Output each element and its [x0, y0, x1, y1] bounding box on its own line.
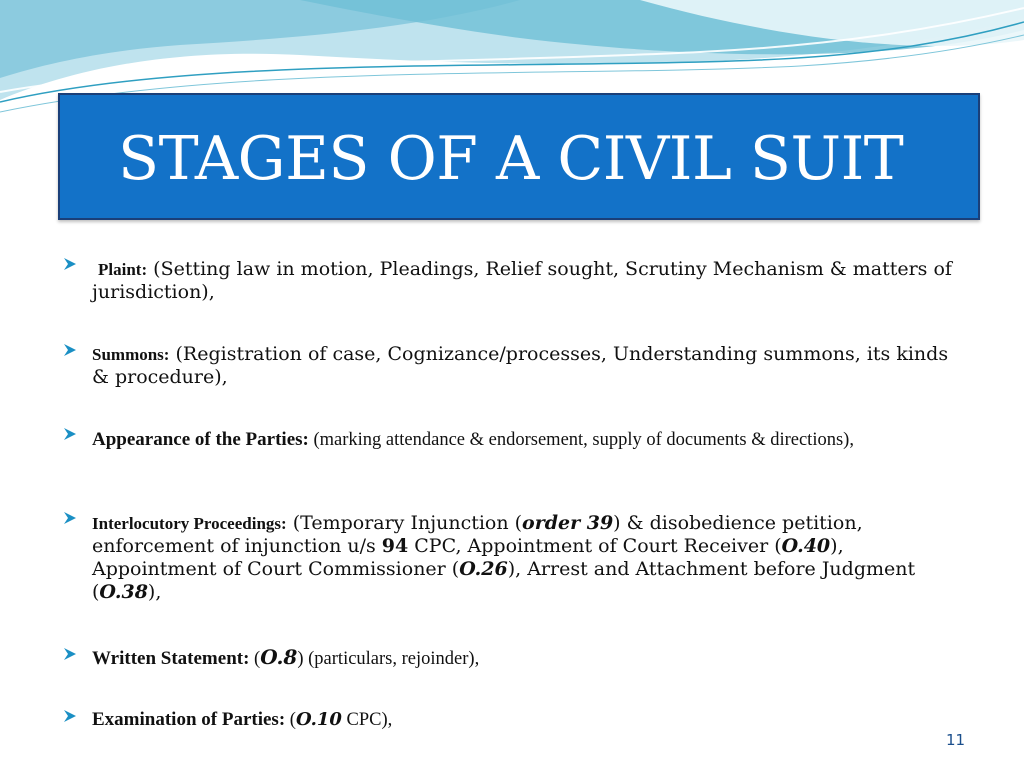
arrow-bullet-icon	[62, 708, 78, 724]
arrow-bullet-icon	[62, 256, 78, 272]
item-label: Examination of Parties:	[92, 709, 286, 730]
item-label: Written Statement:	[92, 648, 250, 669]
item-body-part: CPC, Appointment of Court Receiver (	[408, 535, 782, 557]
item-body: (marking attendance & endorsement, supply of documents & directions),	[313, 430, 854, 450]
item-body-part: CPC),	[341, 710, 393, 730]
item-body-part: ) (particulars, rejoinder),	[297, 649, 480, 669]
arrow-bullet-icon	[62, 646, 78, 662]
item-label: Summons:	[92, 345, 170, 364]
item-body-part: (	[289, 710, 296, 730]
slide-title: STAGES OF A CIVIL SUIT	[118, 124, 904, 194]
item-body-part: ) & disobedience petition, enforcement of injunction u/s	[92, 512, 863, 557]
item-body-part: ),	[147, 581, 162, 603]
item-label: Interlocutory Proceedings:	[92, 514, 287, 533]
item-body-part: ), Appointment of Court Commissioner (	[92, 535, 844, 580]
order-reference: O.38	[99, 581, 148, 603]
arrow-bullet-icon	[62, 510, 78, 526]
order-reference: O.8	[260, 645, 298, 669]
page-number: 11	[946, 731, 966, 749]
order-reference: O.26	[459, 558, 508, 580]
order-reference: order 39	[522, 512, 614, 534]
list-item-text	[92, 258, 958, 304]
list-item-text	[92, 428, 958, 452]
item-label: Appearance of the Parties:	[92, 429, 309, 450]
arrow-bullet-icon	[62, 426, 78, 442]
title-box	[58, 93, 980, 220]
arrow-bullet-icon	[62, 342, 78, 358]
item-body-part: (Temporary Injunction (	[292, 512, 523, 534]
order-reference: O.10	[295, 709, 342, 730]
item-body: (Registration of case, Cognizance/processes, Understanding summons, its kinds & procedure),	[92, 343, 949, 388]
item-body-part: ), Arrest and Attachment before Judgment (	[92, 558, 916, 603]
list-item-text	[92, 512, 958, 604]
list-item-text	[92, 343, 958, 389]
item-body: (Setting law in motion, Pleadings, Relief sought, Scrutiny Mechanism & matters of jurisdiction),	[92, 258, 952, 303]
list-item-text	[92, 708, 958, 732]
order-reference: O.40	[781, 535, 831, 557]
section-reference: 94	[381, 535, 409, 557]
item-body-part: (	[254, 649, 261, 669]
list-item-text	[92, 646, 958, 671]
item-label: Plaint:	[98, 260, 148, 279]
